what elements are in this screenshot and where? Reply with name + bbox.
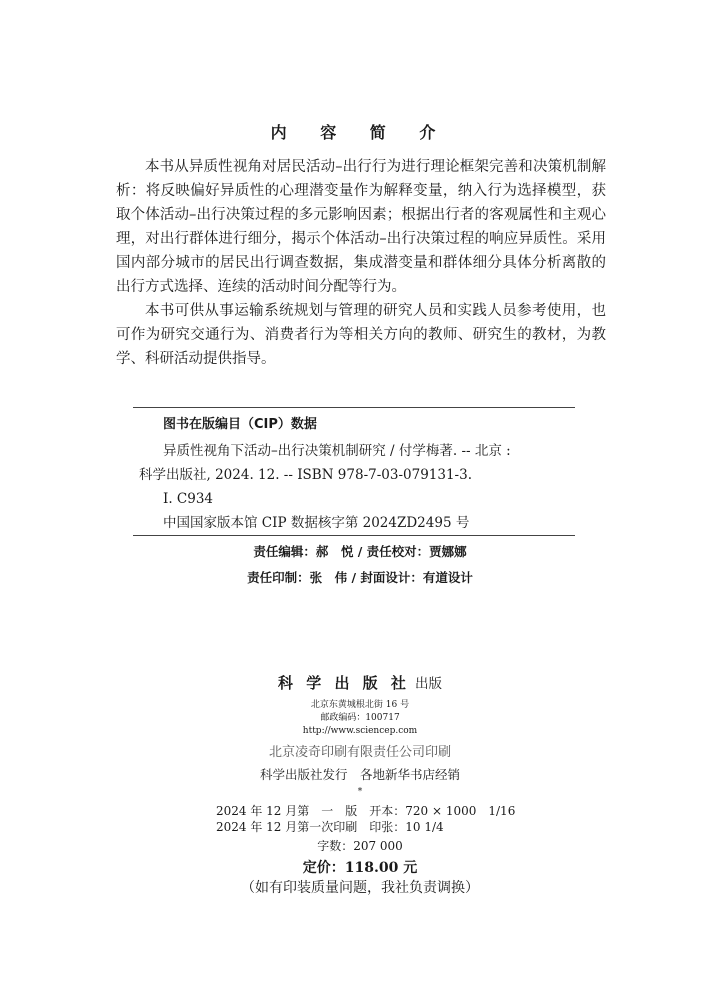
- cip-heading: 图书在版编目（CIP）数据: [163, 417, 317, 432]
- distribution: 科学出版社发行 各地新华书店经销: [259, 767, 460, 782]
- credits-production-line: 责任印制：张 伟 / 封面设计：有道设计: [247, 570, 473, 585]
- credits: [0, 539, 720, 591]
- cip-top-rule: [133, 407, 575, 408]
- cip-record-number: 中国国家版本馆 CIP 数据核字第 2024ZD2495 号: [163, 515, 470, 531]
- printer: 北京凌奇印刷有限责任公司印刷: [268, 745, 451, 760]
- price: 定价：118.00 元: [302, 860, 418, 876]
- abstract-paragraph-2: 本书可供从事运输系统规划与管理的研究人员和实践人员参考使用，也可作为研究交通行为、消费者行为等相关方向的教师、研究生的教材，为教学、科研活动提供指导。: [116, 303, 606, 367]
- cip-title-line: 异质性视角下活动–出行决策机制研究 / 付学梅著. -- 北京 :: [163, 443, 511, 459]
- cip-bottom-rule: [133, 535, 575, 536]
- publisher-postcode: 邮政编码：100717: [320, 713, 400, 723]
- cip-publisher-line: 科学出版社, 2024. 12. -- ISBN 978-7-03-079131-3.: [139, 467, 472, 483]
- separator-mark: *: [357, 787, 363, 797]
- publisher-suffix: 出版: [414, 676, 442, 692]
- char-count: 字数：207 000: [317, 839, 403, 853]
- edition-line: 2024 年 12 月第 一 版 开本：720 × 1000 1/16: [216, 804, 516, 818]
- publisher-address: 北京东黄城根北街 16 号: [310, 700, 410, 710]
- cip-block: [139, 413, 575, 535]
- publisher-name: 科 学 出 版 社: [278, 674, 410, 692]
- cip-classification-line: Ⅰ. C934: [163, 491, 214, 507]
- specs-printing: [216, 816, 444, 838]
- quality-note: （如有印装质量问题，我社负责调换）: [241, 880, 479, 896]
- page-title: 内 容 简 介: [270, 123, 450, 142]
- printing-line: 2024 年 12 月第一次印刷 印张：10 1/4: [216, 820, 444, 834]
- publisher-block: [0, 672, 720, 799]
- credits-editor-line: 责任编辑：郝 悦 / 责任校对：贾娜娜: [253, 544, 467, 559]
- abstract-paragraph-1: 本书从异质性视角对居民活动–出行行为进行理论框架完善和决策机制解析：将反映偏好异质性的心理潜变量作为解释变量，纳入行为选择模型，获取个体活动–出行决策过程的多元影响因素；根据出行者的客观属性和主观心理，对出行群体进行细分，揭示个体活动–出行决策过程的响应异质性。采用国内部分城市的居民出行调查数据，集成潜变量和群体细分具体分析离散的出行方式选择、连续的活动时间分配等行为。: [116, 159, 606, 295]
- abstract: [116, 155, 606, 371]
- publisher-website: http://www.sciencep.com: [302, 726, 418, 736]
